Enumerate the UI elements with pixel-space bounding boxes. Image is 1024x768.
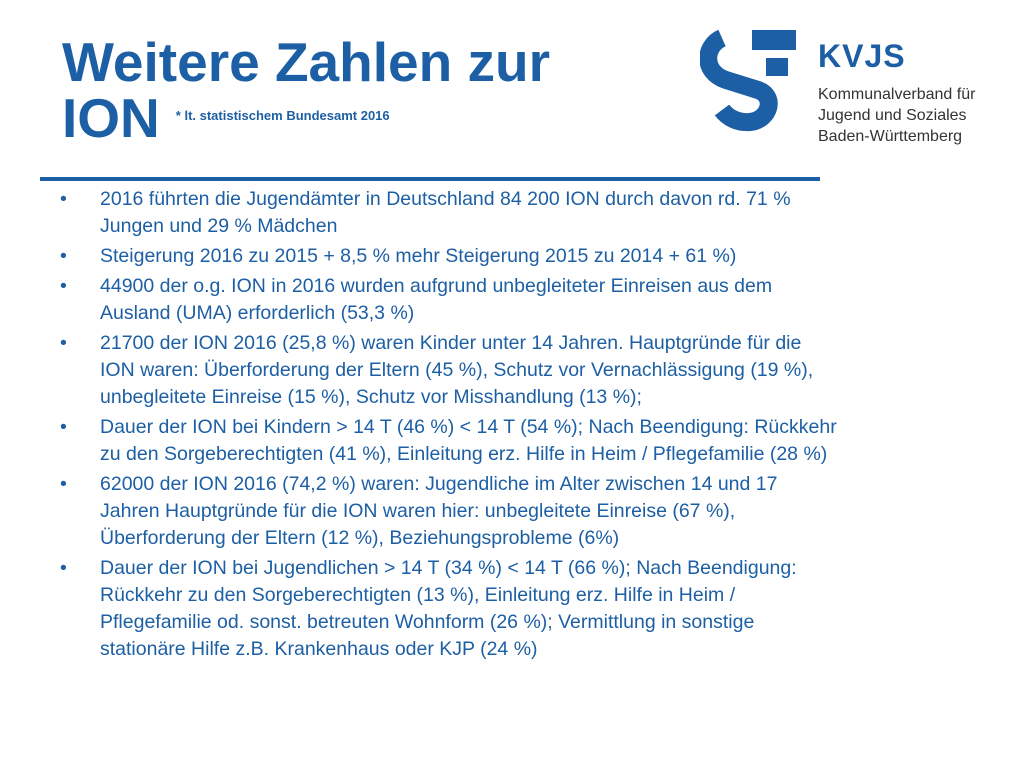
bullet-line: Jahren Hauptgründe für die ION waren hier: unbegleitete Einreise (67 %), [100, 500, 736, 522]
bullet-line: Pflegefamilie od. sonst. betreuten Wohnform (26 %); Vermittlung in sonstige [100, 611, 755, 633]
bullet-item [60, 186, 980, 240]
bullet-line: Überforderung der Eltern (12 %), Beziehungsprobleme (6%) [100, 527, 620, 549]
bullet-line: Ausland (UMA) erforderlich (53,3 %) [100, 302, 415, 324]
bullet-line: • 21700 der ION 2016 (25,8 %) waren Kinder unter 14 Jahren. Hauptgründe für die [100, 332, 802, 354]
bullet-item [60, 471, 980, 552]
logo-sub-line: Jugend und Soziales [818, 107, 967, 124]
bullet-line: • 44900 der o.g. ION in 2016 wurden aufgrund unbegleiteter Einreisen aus dem [100, 275, 773, 297]
bullet-item [60, 273, 980, 327]
bullet-line: • 2016 führten die Jugendämter in Deutschland 84 200 ION durch davon rd. 71 % [100, 188, 791, 210]
bullet-line: Rückkehr zu den Sorgeberechtigten (13 %), Einleitung erz. Hilfe in Heim / [100, 584, 736, 606]
kvjs-logo [700, 28, 990, 148]
bullet-line: • Steigerung 2016 zu 2015 + 8,5 % mehr Steigerung 2015 zu 2014 + 61 %) [100, 245, 737, 267]
bullet-line: stationäre Hilfe z.B. Krankenhaus oder KJP (24 %) [100, 638, 538, 660]
title-divider [40, 177, 820, 181]
bullet-line: zu den Sorgeberechtigten (41 %), Einleitung erz. Hilfe in Heim / Pflegefamilie (28 %) [100, 443, 828, 465]
logo-name: KVJS [818, 38, 906, 74]
bullet-line: • 62000 der ION 2016 (74,2 %) waren: Jugendliche im Alter zwischen 14 und 17 [100, 473, 778, 495]
bullet-item [60, 243, 980, 270]
kvjs-logo-mark-icon [700, 28, 800, 140]
bullet-item [60, 555, 980, 663]
title-footnote: * lt. statistischem Bundesamt 2016 [175, 108, 390, 124]
title-line-1: Weitere Zahlen zur [62, 31, 550, 93]
logo-sub-line: Baden-Württemberg [818, 128, 963, 145]
bullet-line: • Dauer der ION bei Kindern > 14 T (46 %) < 14 T (54 %); Nach Beendigung: Rückkehr [100, 416, 837, 438]
bullet-line: ION waren: Überforderung der Eltern (45 %), Schutz vor Vernachlässigung (19 %), [100, 359, 814, 381]
bullet-item [60, 330, 980, 411]
bullet-item [60, 414, 980, 468]
title-line-2 [62, 87, 550, 150]
slide-title [62, 31, 550, 150]
bullet-line: Jungen und 29 % Mädchen [100, 215, 338, 237]
logo-sub-line: Kommunalverband für [818, 86, 976, 103]
bullet-line: • Dauer der ION bei Jugendlichen > 14 T (34 %) < 14 T (66 %); Nach Beendigung: [100, 557, 797, 579]
logo-subtitle [818, 84, 975, 147]
bullet-list [60, 186, 980, 666]
bullet-line: unbegleitete Einreise (15 %), Schutz vor Misshandlung (13 %); [100, 386, 642, 408]
title-ion: ION [62, 87, 160, 149]
